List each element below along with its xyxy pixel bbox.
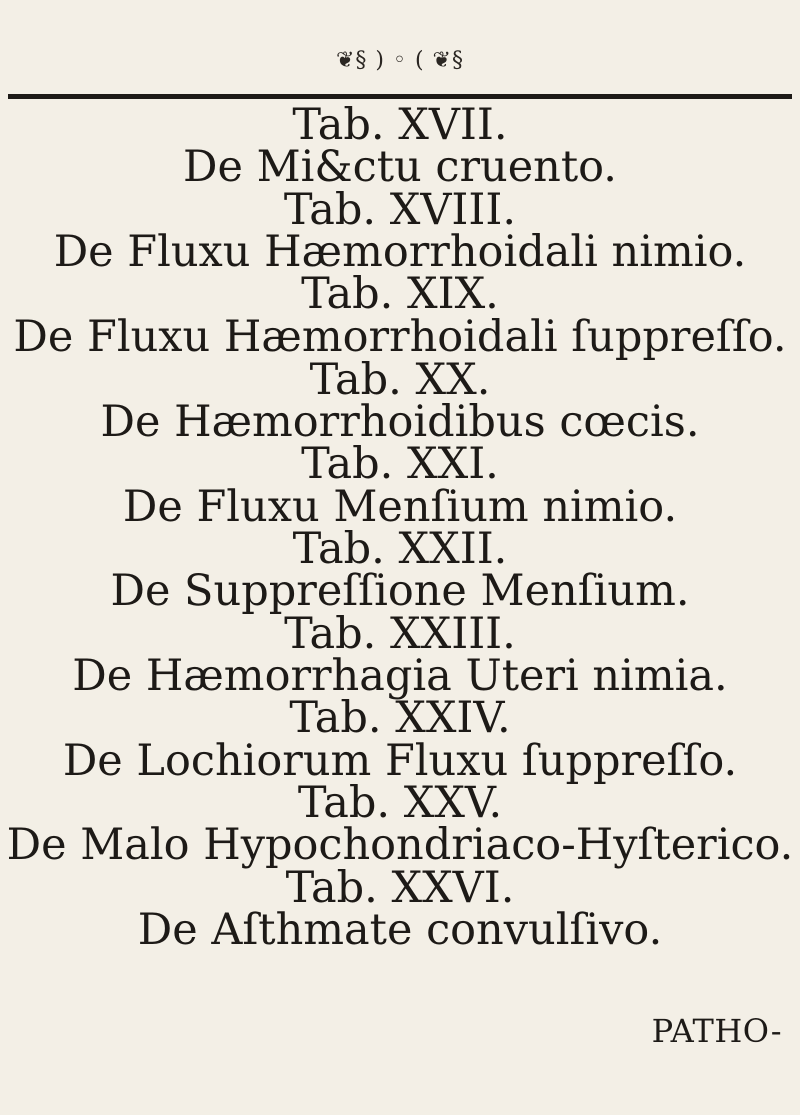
tab-heading: Tab. XXI.	[301, 439, 499, 489]
tab-heading: Tab. XVII.	[292, 100, 508, 150]
entry-title: De Fluxu Hæmorrhoidali nimio.	[53, 227, 747, 277]
entry-title: De Suppreſſione Menſium.	[110, 566, 690, 616]
tab-heading: Tab. XX.	[309, 355, 491, 405]
tab-heading: Tab. XVIII.	[283, 185, 517, 235]
entry-title: De Fluxu Hæmorrhoidali ſuppreſſo.	[13, 312, 787, 362]
tab-heading: Tab. XIX.	[301, 269, 499, 319]
header-rule	[8, 94, 792, 99]
entry-title: De Lochiorum Fluxu ſuppreſſo.	[62, 736, 738, 786]
tab-heading: Tab. XXVI.	[285, 863, 515, 913]
tab-heading: Tab. XXIII.	[284, 609, 516, 659]
entry-title: De Malo Hypochondriaco-Hyſterico.	[6, 820, 794, 870]
tab-heading: Tab. XXII.	[292, 524, 508, 574]
tab-heading: Tab. XXIV.	[289, 693, 511, 743]
entry-title: De Fluxu Menſium nimio.	[122, 482, 678, 532]
tab-heading: Tab. XXV.	[297, 778, 503, 828]
entry-title: De Mi&ctu cruento.	[183, 142, 617, 192]
catchword: PATHO-	[651, 1012, 782, 1050]
entry-title: De Hæmorrhagia Uteri nimia.	[72, 651, 728, 701]
entry-title: De Hæmorrhoidibus cœcis.	[100, 397, 700, 447]
entry-title: De Aſthmate convulſivo.	[137, 905, 663, 955]
header-ornament: ❦§ ) ◦ ( ❦§	[336, 48, 464, 73]
